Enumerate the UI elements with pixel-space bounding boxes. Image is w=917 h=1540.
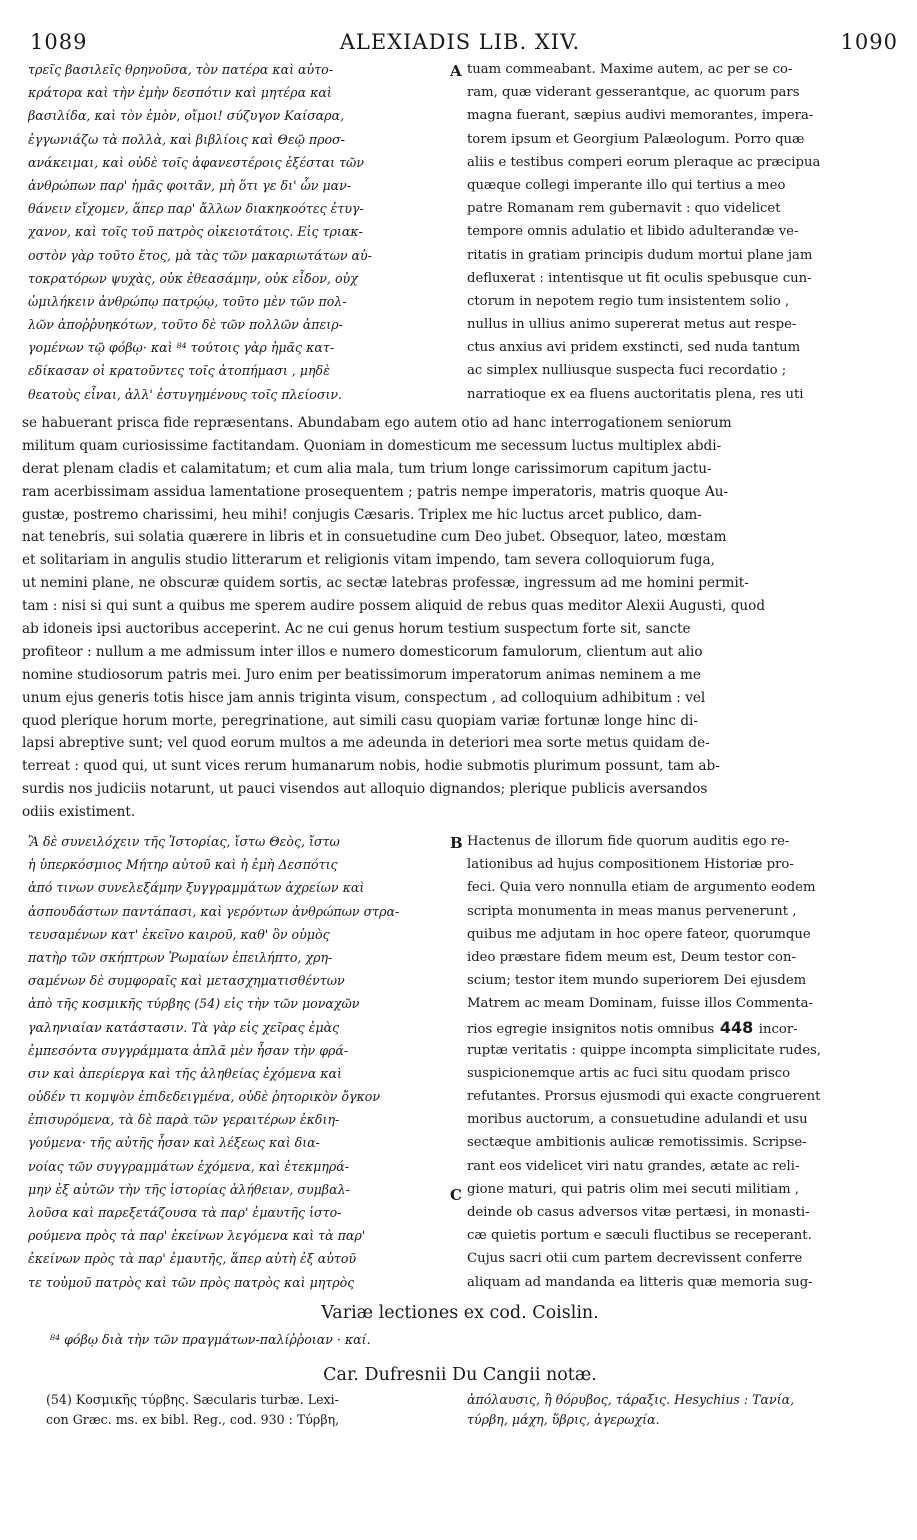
text-line: scium; testor item mundo superiorem Dei ejusdem (467, 973, 807, 989)
text-line: ut nemini plane, ne obscuræ quidem sortis, ac sectæ latebras professæ, ingressum ad me homini permit- (22, 575, 749, 592)
text-line: θάνειν εἴχομεν, ἅπερ παρ' ἄλλων διακηκοότες ἐτυγ- (28, 201, 364, 217)
latin-column-top (467, 58, 898, 406)
text-line: ἀπὸ τῆς κοσμικῆς τύρβης (54) εἰς τὴν τῶν μοναχῶν (28, 996, 360, 1012)
text-line: ἀπό τινων συνελεξάμην ξυγγραμμάτων ἀχρείων καὶ (28, 880, 365, 896)
text-line: torem ipsum et Georgium Palæologum. Porro quæ (467, 131, 805, 147)
text-line: οὐδέν τι κομψὸν ἐπιδεδειγμένα, οὐδὲ ῥητορικὸν ὄγκον (28, 1089, 381, 1105)
text-line: quibus me adjutam in hoc opere fateor, quorumque (467, 926, 811, 942)
text-line: gione maturi, qui patris olim mei secuti militiam , (467, 1181, 799, 1197)
text-line: aliis e testibus comperi eorum pleraque ac præcipua (467, 154, 821, 170)
text-line: εδίκασαν οἱ κρατοῦντες τοῖς ἀτοπήμασι , μηδὲ (28, 363, 330, 379)
text-line: con Græc. ms. ex bibl. Reg., cod. 930 : Τύρβη, (46, 1412, 340, 1428)
text-line: χανον, καὶ τοῖς τοῦ πατρὸς οἰκειοτάτοις. Εἰς τριακ- (28, 224, 363, 240)
margin-marker-c: C (450, 1186, 462, 1205)
text-line: magna fuerant, sæpius audivi memorantes, impera- (467, 108, 814, 124)
text-line: feci. Quia vero nonnulla etiam de argumento eodem (467, 880, 816, 896)
text-line: γομένων τῷ φόβῳ· καὶ ⁸⁴ τούτοις γὰρ ἡμᾶς κατ- (28, 340, 335, 356)
text-line: suspicionemque artis ac fuci situ quodam prisco (467, 1065, 791, 1081)
text-line: militum quam curiosissime factitandam. Quoniam in domesticum me secessum luctus multiplex abdi- (22, 437, 722, 454)
text-line: λοῦσα καὶ παρεξετάζουσα τὰ παρ' ἐμαυτῆς ἱστο- (28, 1205, 342, 1221)
text-line: cæ quietis portum e sæculi fluctibus se receperant. (467, 1228, 812, 1244)
text-line: τευσαμένων κατ' ἐκεῖνο καιροῦ, καθ' ὃν οὑμὸς (28, 926, 330, 942)
inline-page-number-tail: incor- (758, 1021, 798, 1037)
left-page-number: 1089 (30, 30, 88, 54)
text-line: lationibus ad hujus compositionem Historiæ pro- (467, 857, 794, 873)
text-line: derat plenam cladis et calamitatum; et cum alia mala, tum trium longe carissimorum capitum jactu- (22, 460, 712, 477)
text-line: rant eos videlicet viri natu grandes, ætate ac reli- (467, 1158, 800, 1174)
text-line: θεατοὺς εἶναι, ἀλλ' ἐστυγημένους τοῖς πλείοσιν. (28, 386, 343, 402)
text-line: ἐγγωνιάζω τὰ πολλὰ, καὶ βιβλίοις καὶ Θεῷ προσ- (28, 131, 345, 147)
text-line: ὡμιλήκειν ἀνθρώπῳ πατρῴῳ, τοῦτο μὲν τῶν πολ- (28, 293, 347, 309)
running-title: ALEXIADIS LIB. XIV. (339, 30, 581, 54)
text-line: deinde ob casus adversos vitæ pertæsi, in monasti- (467, 1205, 810, 1221)
margin-marker-b: B (450, 834, 463, 853)
text-line: σαμένων δὲ συμφοραῖς καὶ μετασχηματισθέντων (28, 973, 345, 989)
text-line: unum ejus generis totis hisce jam annis triginta visum, conspectum , ad colloquium adhibitum : vel (22, 689, 706, 706)
text-line: se habuerant prisca fide repræsentans. Abundabam ego autem otio ad hanc interrogationem seniorum (22, 415, 732, 431)
text-line: Ἃ δὲ συνειλόχειν τῆς Ἱστορίας, ἴστω Θεὸς, ἴστω (28, 834, 340, 850)
text-line: τε τοὐμοῦ πατρὸς καὶ τῶν πρὸς πατρὸς καὶ μητρὸς (28, 1274, 355, 1290)
text-line: ἡ ὑπερκόσμιος Μήτηρ αὐτοῦ καὶ ἡ ἐμὴ Δεσπότις (28, 857, 338, 873)
text-line: ram, quæ viderant gesserantque, ac quorum pars (467, 85, 800, 101)
text-line: ac simplex nulliusque suspecta fuci recordatio ; (467, 363, 787, 379)
text-line: μην ἐξ αὐτῶν τὴν τῆς ἱστορίας ἀλήθειαν, συμβαλ- (28, 1181, 350, 1197)
text-line: ἀπόλαυσις, ἢ θόρυβος, τάραξις. Hesychius : Τανία, (467, 1392, 795, 1408)
text-line: ruptæ veritatis : quippe incompta simplicitate rudes, (467, 1042, 821, 1058)
text-line: profiteor : nullum a me admissum inter illos e numero domesticorum famulorum, clientum aut alio (22, 643, 703, 660)
text-line: πατὴρ τῶν σκήπτρων Ῥωμαίων ἐπειλήπτο, χρη- (28, 949, 333, 965)
text-line: ab idoneis ipsi auctoribus acceperint. Ac ne cui genus horum testium suspectum forte sit, sancte (22, 621, 691, 638)
text-line: nomine studiosorum patris mei. Juro enim per beatissimorum imperatorum animas neminem a me (22, 666, 701, 683)
text-line: odiis existiment. (22, 804, 136, 821)
margin-marker-a: A (450, 62, 462, 80)
text-line: scripta monumenta in meas manus pervenerunt , (467, 903, 797, 919)
text-line: tempore omnis adulatio et libido adulterandæ ve- (467, 224, 799, 240)
text-line: sectæque ambitionis aulicæ remotissimis. Scripse- (467, 1135, 807, 1151)
text-line: defluxerat : intentisque ut fit oculis spebusque cun- (467, 270, 812, 286)
text-line: γαληνιαίαν κατάστασιν. Τὰ γὰρ εἰς χεῖρας ἐμὰς (28, 1019, 340, 1035)
note-left-column (46, 1390, 451, 1430)
variae-lectiones-heading: Variæ lectiones ex cod. Coislin. (321, 1303, 599, 1324)
text-line: tam : nisi si qui sunt a quibus me sperem audire possem aliquid de rebus quas meditor Alexii Augusti, quod (22, 598, 766, 615)
text-line: nat tenebris, sui solatia quærere in libris et in consuetudine cum Deo jubet. Obsequor, lateo, mœstam (22, 529, 727, 546)
text-line: aliquam ad mandanda ea litteris quæ memoria sug- (467, 1274, 813, 1290)
text-line: βασιλίδα, καὶ τὸν ἐμὸν, οἴμοι! σύζυγον Καίσαρα, (28, 108, 345, 124)
text-line: moribus auctorum, a consuetudine adulandi et usu (467, 1112, 808, 1128)
text-line: lapsi abreptive sunt; vel quod eorum multos a me adeunda in deteriori mea sorte metus quidam de- (22, 735, 710, 752)
text-line: Matrem ac meam Dominam, fuisse illos Commenta- (467, 996, 813, 1012)
text-line: ctus anxius avi pridem exstincti, sed nuda tantum (467, 340, 801, 356)
text-line: ram acerbissimam assidua lamentatione prosequentem ; patris nempe imperatoris, matris quoque Au- (22, 483, 729, 500)
text-line: ctorum in nepotem regio tum insistentem solio , (467, 293, 790, 309)
text-line: τρεῖς βασιλεῖς θρηνοῦσα, τὸν πατέρα καὶ αὐτο- (28, 62, 334, 77)
footnotes-block (22, 1390, 898, 1450)
latin-column-bottom (467, 830, 898, 1294)
text-line: ἐπισυρόμενα, τὰ δὲ παρὰ τῶν γεραιτέρων ἐκδιη- (28, 1112, 340, 1128)
text-line: quæque collegi imperante illo qui tertius a meo (467, 177, 786, 193)
text-line: λῶν ἀποῤῥυηκότων, τοῦτο δὲ τῶν πολλῶν ἀπειρ- (28, 317, 343, 333)
text-line: οστὸν γὰρ τοῦτο ἔτος, μὰ τὰς τῶν μακαριωτάτων αὐ- (28, 247, 372, 263)
text-line: νοίας τῶν συγγραμμάτων ἐχόμενα, καὶ ἐτεκμηρά- (28, 1158, 350, 1174)
right-page-number: 1090 (840, 30, 898, 54)
text-line: ἀνθρώπων παρ' ἡμᾶς φοιτᾶν, μὴ ὅτι γε δι' ὧν μαν- (28, 177, 352, 193)
text-line: nullus in ullius animo supererat metus aut respe- (467, 317, 797, 333)
text-line: ideo præstare fidem meum est, Deum testor con- (467, 949, 796, 965)
document-page (22, 24, 898, 1524)
text-line: ρούμενα πρὸς τὰ παρ' ἐκείνων λεγόμενα καὶ τὰ παρ' (28, 1228, 366, 1244)
text-line: tuam commeabant. Maxime autem, ac per se co- (467, 62, 793, 77)
text-line: κράτορα καὶ τὴν ἐμὴν δεσπότιν καὶ μητέρα καὶ (28, 85, 332, 101)
text-line: ritatis in gratiam principis dudum mortui plane jam (467, 247, 813, 263)
text-line: rios egregie insignitos notis omnibus 448 incor- (467, 1017, 798, 1037)
text-line: gustæ, postremo charissimi, heu mihi! conjugis Cæsaris. Triplex me hic luctus arcet publico, dam- (22, 506, 702, 523)
text-line: et solitariam in angulis studio litterarum et religionis vitam impendo, tam severa colloquiorum fuga, (22, 552, 715, 569)
running-header (22, 24, 898, 58)
full-width-latin-text (22, 412, 898, 824)
note-right-column (467, 1390, 899, 1430)
variant-reading-84: ⁸⁴ φόβῳ διὰ τὴν τῶν πραγμάτων-παλίῤῥοιαν · καί. (50, 1332, 371, 1348)
text-line: quod plerique horum morte, peregrinatione, aut simili casu quopiam variæ fortunæ longe hinc di- (22, 712, 698, 729)
text-line: refutantes. Prorsus ejusmodi qui exacte congruerent (467, 1089, 821, 1105)
text-line: γούμενα· τῆς αὐτῆς ἦσαν καὶ λέξεως καὶ δια- (28, 1135, 320, 1151)
text-line: narratioque ex ea fluens auctoritatis plena, res uti (467, 386, 804, 402)
top-two-column-block (22, 58, 898, 412)
notae-heading: Car. Dufresnii Du Cangii notæ. (323, 1365, 597, 1386)
bottom-two-column-block (22, 830, 898, 1298)
text-line: patre Romanam rem gubernavit : quo videlicet (467, 201, 781, 217)
text-line: terreat : quod qui, ut sunt vices rerum humanarum nobis, hodie submotis plurimum possunt, tam ab- (22, 758, 720, 775)
text-line: ανάκειμαι, καὶ οὐδὲ τοῖς ἀφανεστέροις ἐξέσται τῶν (28, 154, 364, 170)
text-line: σιν καὶ ἀπερίεργα καὶ τῆς ἀληθείας ἐχόμενα καὶ (28, 1065, 342, 1081)
greek-column-bottom (28, 830, 448, 1294)
text-line: ἐμπεσόντα συγγράμματα ἁπλᾶ μὲν ἦσαν τὴν φρά- (28, 1042, 349, 1058)
text-line: (54) Κοσμικῆς τύρβης. Sæcularis turbæ. Lexi- (46, 1392, 339, 1408)
text-line: ἐκείνων πρὸς τὰ παρ' ἐμαυτῆς, ἅπερ αὐτὴ ἐξ αὐτοῦ (28, 1251, 357, 1267)
text-line: surdis nos judiciis notarunt, ut pauci visendos aut alloquio dignandos; plerique publicis aversandos (22, 781, 708, 798)
text-line: τύρβη, μάχη, ὕβρις, ἀγερωχία. (467, 1412, 660, 1428)
text-line: Hactenus de illorum fide quorum auditis ego re- (467, 834, 790, 850)
text-line: τοκρατόρων ψυχὰς, οὐκ ἐθεασάμην, οὐκ εἶδον, οὐχ (28, 270, 358, 286)
greek-column-top (28, 58, 448, 406)
inline-page-number: 448 (714, 1017, 759, 1037)
text-line: Cujus sacri otii cum partem decrevissent conferre (467, 1251, 803, 1267)
text-line: ἀσπουδάστων παντάπασι, καὶ γερόντων ἀνθρώπων στρα- (28, 903, 400, 919)
